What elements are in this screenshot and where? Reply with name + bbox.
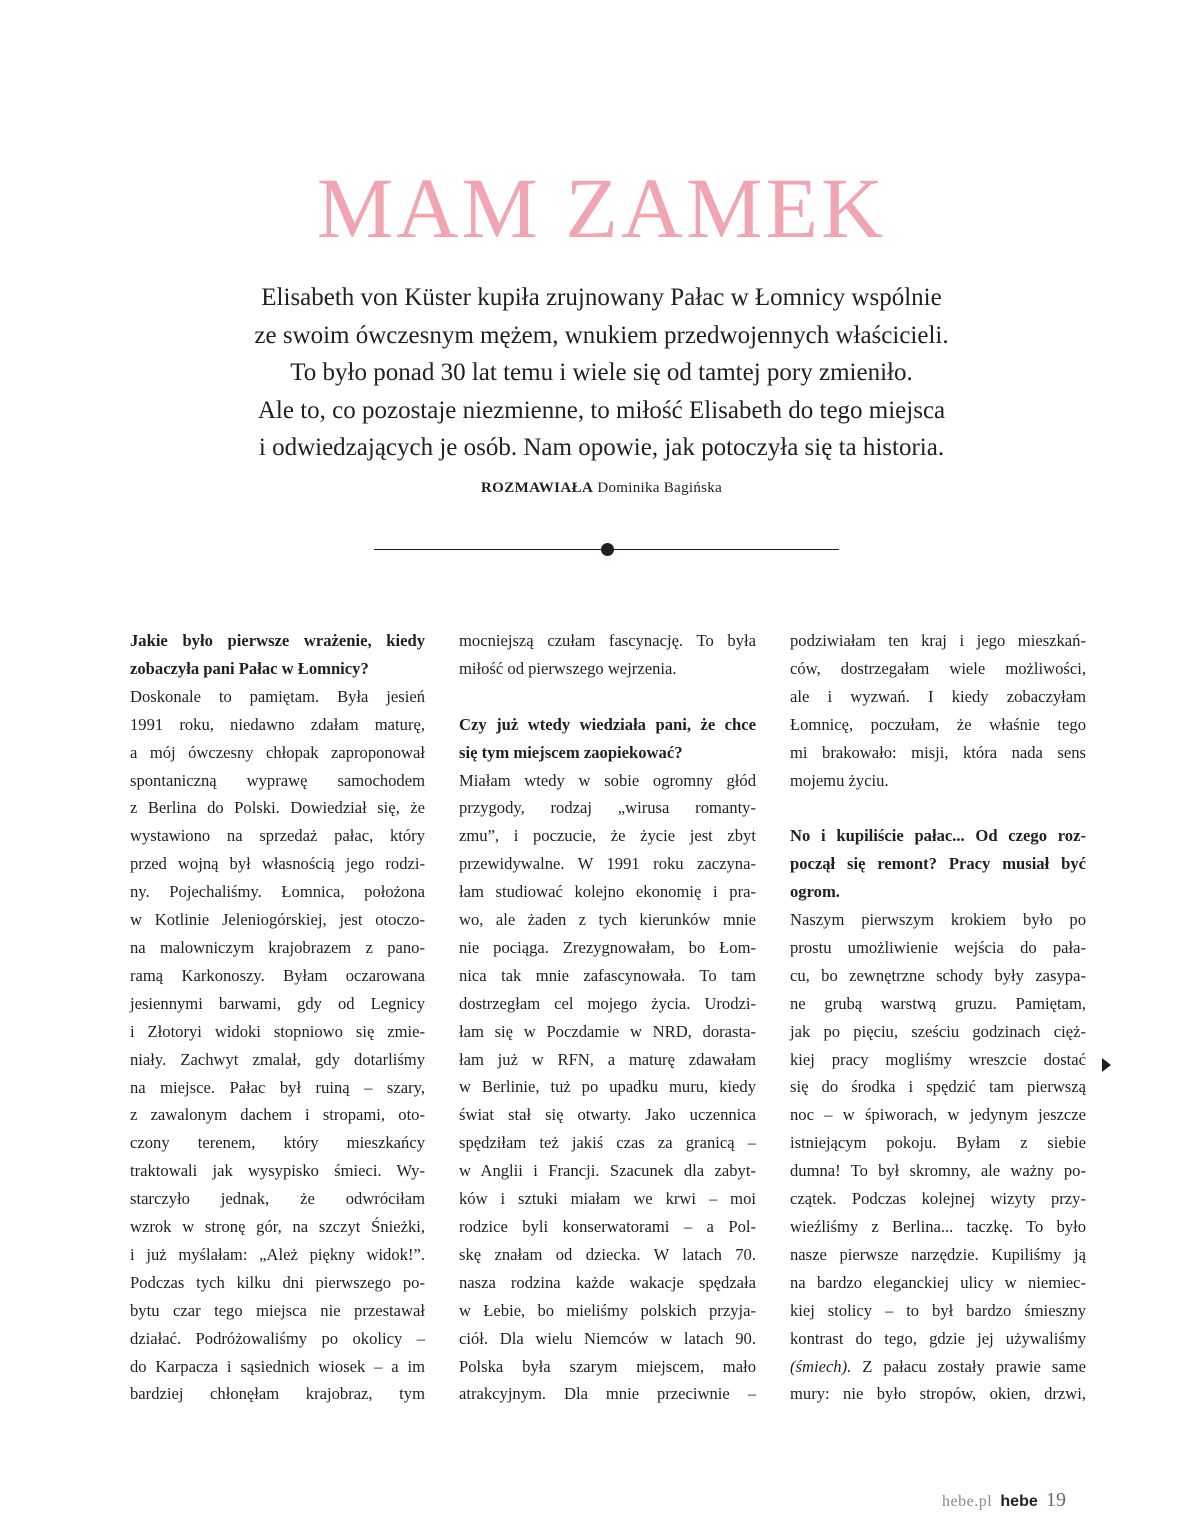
answer-line: ne grubą warstwą gruzu. Pamiętam, xyxy=(790,993,1086,1013)
answer-line: się do środka i spędzić tam pierwszą xyxy=(790,1077,1086,1097)
text-column-3 xyxy=(790,627,1086,1408)
answer-line: dumna! To był skromny, ale ważny po- xyxy=(790,1161,1086,1181)
answer-line: łam studiować kolejno ekonomię i pra- xyxy=(459,882,756,902)
lead-line: Ale to, co pozostaje niezmienne, to miłość Elisabeth do tego miejsca xyxy=(257,396,946,424)
question-line: No i kupiliście pałac... Od czego roz- xyxy=(790,826,1086,846)
answer-line: Polska była szarym miejscem, mało xyxy=(459,1356,756,1376)
answer-line: działać. Podróżowaliśmy po okolicy – xyxy=(130,1328,425,1348)
answer-line: czony terenem, który mieszkańcy xyxy=(130,1133,425,1153)
answer-line: skę znałam od dziecka. W latach 70. xyxy=(459,1244,756,1264)
divider-dot-icon xyxy=(601,543,614,556)
answer-line: atrakcyjnym. Dla mnie przeciwnie – xyxy=(459,1384,756,1404)
byline xyxy=(0,478,1203,498)
answer-line: wo, ale żaden z tych kierunków mnie xyxy=(459,910,756,930)
answer-line: przed wojną był własnością jego rodzi- xyxy=(130,854,425,874)
answer-line: dostrzegłam cel mojego życia. Urodzi- xyxy=(459,993,756,1013)
question-line: począł się remont? Pracy musiał być xyxy=(790,854,1086,874)
answer-line: i Złotoryi widoki stopniowo się zmie- xyxy=(130,1021,425,1041)
lead-line: To było ponad 30 lat temu i wiele się od tamtej pory zmieniło. xyxy=(290,359,913,386)
answer-line: nasze pierwsze narzędzie. Kupiliśmy ją xyxy=(790,1244,1086,1264)
footer-url: hebe.pl xyxy=(942,1493,993,1510)
byline-author: Dominika Bagińska xyxy=(597,480,723,496)
answer-line: świat stał się otwarty. Jako uczennica xyxy=(459,1105,756,1125)
answer-line: spędziłam też jakiś czas za granicą – xyxy=(459,1133,756,1153)
question-line: zobaczyła pani Pałac w Łomnicy? xyxy=(130,658,369,678)
answer-line: nie pociąga. Zrezygnowałam, bo Łom- xyxy=(459,937,756,957)
answer-line: nica tak mnie zafascynowała. To tam xyxy=(459,965,756,985)
answer-line: ramą Karkonoszy. Byłam oczarowana xyxy=(130,965,425,985)
answer-line: starczyło jednak, że odwróciłam xyxy=(130,1189,425,1209)
answer-line: na miejsce. Pałac był ruiną – szary, xyxy=(130,1077,425,1097)
answer-line: wystawiono na sprzedaż pałac, który xyxy=(130,826,425,846)
answer-line: Doskonale to pamiętam. Była jesień xyxy=(130,686,425,706)
answer-line: noc – w śpiworach, w jedynym jeszcze xyxy=(790,1105,1086,1125)
answer-line: mojemu życiu. xyxy=(790,770,889,790)
paragraph-spacer xyxy=(790,794,1086,822)
answer-line: mocniejszą czułam fascynację. To była xyxy=(459,631,756,650)
inline-emphasis: (śmiech). xyxy=(790,1356,852,1376)
triangle-right-icon xyxy=(1102,1058,1111,1072)
answer-line: z Berlina do Polski. Dowiedział się, że xyxy=(130,798,425,818)
answer-line: kontrast do tego, gdzie jej używaliśmy xyxy=(790,1328,1086,1348)
paragraph-spacer xyxy=(459,683,756,711)
answer-line: rodzice byli konserwatorami – a Pol- xyxy=(459,1217,756,1237)
answer-line: do Karpacza i sąsiednich wiosek – a im xyxy=(130,1356,425,1376)
answer-line: podziwiałam ten kraj i jego mieszkań- xyxy=(790,631,1086,650)
answer-line: jak po pięciu, sześciu godzinach cięż- xyxy=(790,1021,1086,1041)
byline-label: ROZMAWIAŁA xyxy=(480,480,594,496)
answer-line: spontaniczną wyprawę samochodem xyxy=(130,770,425,790)
answer-line: ny. Pojechaliśmy. Łomnica, położona xyxy=(130,882,425,902)
answer-line: 1991 roku, niedawno zdałam maturę, xyxy=(130,714,425,734)
answer-line: na malowniczym krajobrazem z pano- xyxy=(130,937,425,957)
question-line: Czy już wtedy wiedziała pani, że chce xyxy=(459,714,756,734)
answer-line: mury: nie było stropów, okien, drzwi, xyxy=(790,1384,1086,1404)
question-line: Jakie było pierwsze wrażenie, kiedy xyxy=(130,631,425,650)
answer-line: bytu czar tego miejsca nie przestawał xyxy=(130,1300,425,1320)
answer-line: Podczas tych kilku dni pierwszego po- xyxy=(130,1272,425,1292)
article-lead xyxy=(180,279,1023,467)
answer-line: w Łebie, bo mieliśmy polskich przyja- xyxy=(459,1300,756,1320)
answer-line: zmu”, i poczucie, że życie jest zbyt xyxy=(459,826,756,846)
page-footer xyxy=(942,1485,1066,1515)
answer-line: niały. Zachwyt zmalał, gdy dotarliśmy xyxy=(130,1049,425,1069)
answer-line: Miałam wtedy w sobie ogromny głód xyxy=(459,770,756,790)
answer-line: (śmiech). Z pałacu zostały prawie same xyxy=(790,1356,1086,1376)
lead-line: Elisabeth von Küster kupiła zrujnowany Pałac w Łomnicy wspólnie xyxy=(261,284,942,311)
answer-line: istniejącym pokoju. Byłam z siebie xyxy=(790,1133,1086,1153)
answer-line: cu, bo zewnętrzne schody były zasypa- xyxy=(790,965,1086,985)
answer-line: łam już w RFN, a maturę zdawałam xyxy=(459,1049,756,1069)
answer-line: wieźliśmy z Berlina... taczkę. To było xyxy=(790,1217,1086,1237)
ornamental-divider xyxy=(374,549,839,550)
answer-line: kiej pracy mogliśmy wreszcie dostać xyxy=(790,1049,1086,1069)
answer-line: bardziej chłonęłam krajobraz, tym xyxy=(130,1384,425,1404)
answer-line: kiej stolicy – to był bardzo śmieszny xyxy=(790,1300,1086,1320)
answer-line: w Anglii i Francji. Szacunek dla zabyt- xyxy=(459,1161,756,1181)
answer-line: prostu umożliwienie wejścia do pała- xyxy=(790,937,1086,957)
answer-line: miłość od pierwszego wejrzenia. xyxy=(459,658,677,678)
answer-line: przygody, rodzaj „wirusa romanty- xyxy=(459,798,756,818)
answer-line: przewidywalne. W 1991 roku zaczyna- xyxy=(459,854,756,874)
answer-line: mi brakowało: misji, która nada sens xyxy=(790,742,1086,762)
answer-line: w Kotlinie Jeleniogórskiej, jest otoczo- xyxy=(130,910,425,930)
answer-line: traktowali jak wysypisko śmieci. Wy- xyxy=(130,1161,425,1181)
lead-line: i odwiedzających je osób. Nam opowie, jak potoczyła się ta historia. xyxy=(258,434,945,461)
answer-line: w Berlinie, tuż po upadku muru, kiedy xyxy=(459,1077,756,1097)
lead-line: ze swoim ówczesnym mężem, wnukiem przedwojennych właścicieli. xyxy=(254,321,949,349)
answer-line: ców, dostrzegałam wiele możliwości, xyxy=(790,658,1086,678)
answer-line: a mój ówczesny chłopak zaproponował xyxy=(130,742,425,762)
footer-brand-logo: hebe xyxy=(1000,1493,1038,1510)
answer-line: ale i wyzwań. I kiedy zobaczyłam xyxy=(790,686,1086,706)
question-line: ogrom. xyxy=(790,882,840,902)
answer-line: łam się w Poczdamie w NRD, dorasta- xyxy=(459,1021,756,1041)
answer-line: i już myślałam: „Ależ piękny widok!”. xyxy=(130,1244,425,1264)
answer-line: nasza rodzina każde wakacje spędzała xyxy=(459,1272,756,1292)
page-number: 19 xyxy=(1046,1489,1066,1511)
answer-line: Naszym pierwszym krokiem było po xyxy=(790,910,1086,930)
answer-line: czątek. Podczas kolejnej wizyty przy- xyxy=(790,1189,1086,1209)
answer-line: Łomnicę, poczułam, że właśnie tego xyxy=(790,714,1086,734)
answer-line: wzrok w stronę gór, na szczyt Śnieżki, xyxy=(130,1217,425,1237)
answer-line: ków i sztuki miałam we krwi – moi xyxy=(459,1189,756,1209)
text-column-1 xyxy=(130,627,425,1408)
answer-line: z zawalonym dachem i stropami, oto- xyxy=(130,1105,425,1125)
question-line: się tym miejscem zaopiekować? xyxy=(459,742,683,762)
answer-line: ciół. Dla wielu Niemców w latach 90. xyxy=(459,1328,756,1348)
text-column-2 xyxy=(459,627,756,1408)
answer-line: na bardzo eleganckiej ulicy w niemiec- xyxy=(790,1272,1086,1292)
answer-line: jesiennymi barwami, gdy od Legnicy xyxy=(130,993,425,1013)
article-title: MAM ZAMEK xyxy=(316,160,887,256)
